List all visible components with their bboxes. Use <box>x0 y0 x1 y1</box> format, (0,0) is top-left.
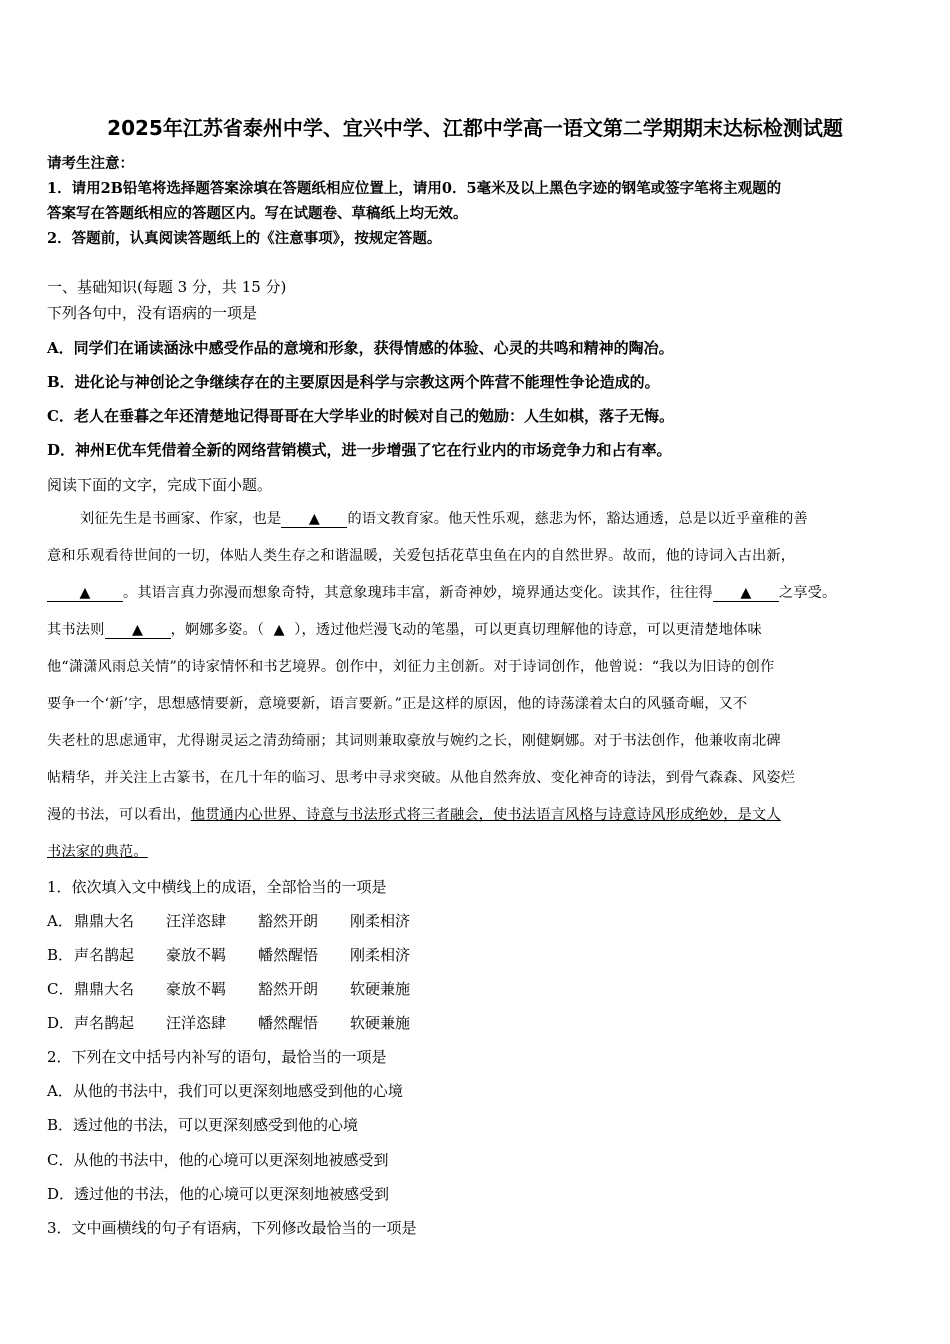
passage-line-4 <box>47 619 762 639</box>
notice-item-1-line-2: 答案写在答题纸相应的答题区内。写在试题卷、草稿纸上均无效。 <box>47 205 468 222</box>
option-label: A． <box>47 912 73 930</box>
passage-line-6: 要争一个‘新’字，思想感情要新，意境要新，语言要新。”正是这样的原因，他的诗荡漾着太白的风骚奇崛，又不 <box>47 696 748 712</box>
option-d: D．神州E优车凭借着全新的网络营销模式，进一步增强了它在行业内的市场竞争力和占有率。 <box>47 441 672 459</box>
option-c: C．老人在垂暮之年还清楚地记得哥哥在大学毕业的时候对自己的勉励：人生如棋，落子无悔。 <box>47 407 674 425</box>
passage-text: 。其语言真力弥漫而想象奇特，其意象瑰玮丰富，新奇神妙，境界通达变化。读其作，往往得 <box>123 585 713 601</box>
option-word: 鼎鼎大名 <box>74 980 135 998</box>
blank-4: ▲ <box>105 622 171 639</box>
notice-heading: 请考生注意： <box>47 155 134 172</box>
passage-text: ），透过他烂漫飞动的笔墨，可以更真切理解他的诗意，可以更清楚地体味 <box>294 622 762 638</box>
option-word: 刚柔相济 <box>350 946 411 964</box>
underlined-sentence-end: 书法家的典范。 <box>47 844 148 860</box>
question-3-stem: 3．文中画横线的句子有语病，下列修改最恰当的一项是 <box>47 1219 417 1237</box>
q1-option-b <box>47 944 410 965</box>
passage-line-7: 失老杜的思虑通审，尤得谢灵运之清劲绮丽；其词则兼取豪放与婉约之长，刚健婀娜。对于书法创作，他兼收南北碑 <box>47 733 781 749</box>
notice-item-2: 2．答题前，认真阅读答题纸上的《注意事项》，按规定答题。 <box>47 230 442 247</box>
question-stem: 下列各句中，没有语病的一项是 <box>47 304 258 322</box>
q2-option-b: B．透过他的书法，可以更深刻感受到他的心境 <box>47 1116 359 1134</box>
passage-line-3 <box>47 582 836 602</box>
option-label: C． <box>47 980 74 998</box>
option-a: A．同学们在诵读涵泳中感受作品的意境和形象，获得情感的体验、心灵的共鸣和精神的陶冶。 <box>47 339 674 357</box>
notice-item-1-line-1: 1．请用2B铅笔将选择题答案涂填在答题纸相应位置上，请用0．5毫米及以上黑色字迹的钢笔或签字笔将主观题的 <box>47 180 782 197</box>
blank-1: ▲ <box>281 511 347 528</box>
option-word: 幡然醒悟 <box>258 1014 319 1032</box>
q1-option-c <box>47 978 410 999</box>
passage-line-2: 意和乐观看待世间的一切，体贴人类生存之和谐温暖，关爱包括花草虫鱼在内的自然世界。故而，他的诗词入古出新， <box>47 548 796 564</box>
option-word: 软硬兼施 <box>350 980 411 998</box>
q2-option-a: A．从他的书法中，我们可以更深刻地感受到他的心境 <box>47 1082 403 1100</box>
passage-line-5: 他“潇潇风雨总关情”的诗家情怀和书艺境界。创作中，刘征力主创新。对于诗词创作，他曾说：“我以为旧诗的创作 <box>47 659 775 675</box>
option-word: 豪放不羁 <box>166 946 227 964</box>
option-word: 豁然开朗 <box>258 912 319 930</box>
passage-text: 刘征先生是书画家、作家，也是 <box>80 511 282 527</box>
passage-text: 的语文教育家。他天性乐观，慈悲为怀，豁达通透，总是以近乎童稚的善 <box>347 511 808 527</box>
section-heading: 一、基础知识(每题 3 分，共 15 分) <box>47 278 287 296</box>
option-label: D． <box>47 1014 75 1032</box>
q2-option-c: C．从他的书法中，他的心境可以更深刻地被感受到 <box>47 1151 389 1169</box>
option-label: B． <box>47 946 74 964</box>
underlined-sentence: 他贯通内心世界、诗意与书法形式将三者融会，使书法语言风格与诗意诗风形成绝妙，是文人 <box>190 807 781 823</box>
option-word: 软硬兼施 <box>350 1014 411 1032</box>
blank-2: ▲ <box>47 585 123 602</box>
question-2-stem: 2．下列在文中括号内补写的语句，最恰当的一项是 <box>47 1048 387 1066</box>
q1-option-a <box>47 910 410 931</box>
page-title: 2025年江苏省泰州中学、宜兴中学、江都中学高一语文第二学期期末达标检测试题 <box>107 116 843 140</box>
blank-3: ▲ <box>713 585 779 602</box>
reading-intro: 阅读下面的文字，完成下面小题。 <box>47 476 273 494</box>
option-b: B．进化论与神创论之争继续存在的主要原因是科学与宗教这两个阵营不能理性争论造成的。 <box>47 373 660 391</box>
passage-text: 之享受。 <box>778 585 837 601</box>
passage-text: 漫的书法，可以看出， <box>47 807 191 823</box>
question-1-stem: 1．依次填入文中横线上的成语，全部恰当的一项是 <box>47 878 387 896</box>
q1-option-d <box>47 1012 410 1033</box>
option-word: 汪洋恣肆 <box>166 1014 227 1032</box>
blank-5: ▲ <box>273 622 285 638</box>
passage-line-8: 帖精华，并关注上古篆书，在几十年的临习、思考中寻求突破。从他自然奔放、变化神奇的诗法，到骨气森森、风姿烂 <box>47 770 796 786</box>
option-word: 声名鹊起 <box>74 1014 135 1032</box>
q2-option-d: D．透过他的书法，他的心境可以更深刻地被感受到 <box>47 1185 390 1203</box>
option-word: 鼎鼎大名 <box>74 912 135 930</box>
passage-line-1 <box>80 508 808 528</box>
passage-text: 其书法则 <box>47 622 105 638</box>
option-word: 声名鹊起 <box>74 946 135 964</box>
option-word: 汪洋恣肆 <box>166 912 227 930</box>
option-word: 幡然醒悟 <box>258 946 319 964</box>
option-word: 豪放不羁 <box>166 980 227 998</box>
option-word: 豁然开朗 <box>258 980 319 998</box>
option-word: 刚柔相济 <box>350 912 411 930</box>
passage-line-9 <box>47 804 781 824</box>
passage-text: ，婀娜多姿。（ <box>170 622 265 638</box>
